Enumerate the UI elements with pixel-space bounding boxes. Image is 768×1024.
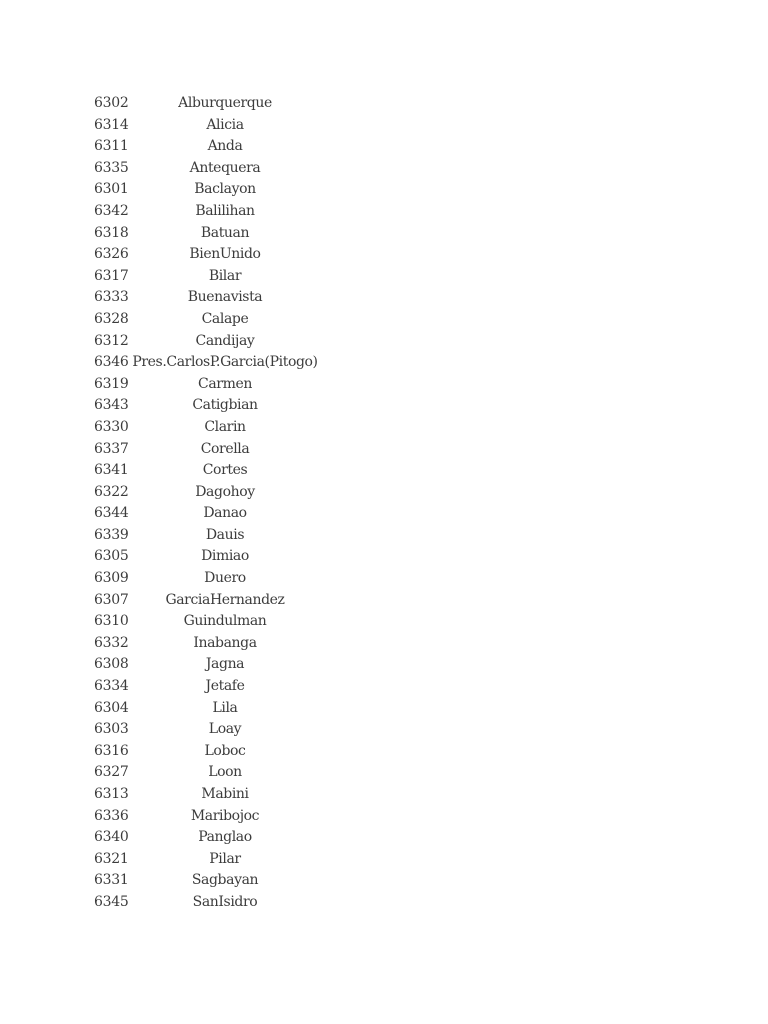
table-row xyxy=(94,223,334,245)
municipality-name: SanIsidro xyxy=(192,893,258,910)
zip-code: 6345 xyxy=(94,893,129,910)
municipality-name: Inabanga xyxy=(193,634,257,651)
table-row xyxy=(94,676,334,698)
municipality-name: Dimiao xyxy=(201,548,249,565)
municipality-name: Calape xyxy=(201,310,249,327)
zip-code: 6333 xyxy=(94,289,129,306)
municipality-name: Candijay xyxy=(195,332,255,349)
table-row xyxy=(94,719,334,741)
zip-code: 6313 xyxy=(94,786,129,802)
table-row xyxy=(94,654,334,676)
municipality-name: Duero xyxy=(204,570,246,587)
municipality-name: BienUnido xyxy=(189,246,261,263)
municipality-name: Cortes xyxy=(202,462,248,479)
municipality-name: Maribojoc xyxy=(190,807,260,824)
table-row xyxy=(94,287,334,309)
zip-code: 6322 xyxy=(94,483,129,500)
table-row xyxy=(94,266,334,288)
municipality-name: Pres.CarlosP.Garcia(Pitogo) xyxy=(132,354,318,371)
table-row xyxy=(94,201,334,223)
zip-code: 6344 xyxy=(94,505,129,522)
zip-code: 6305 xyxy=(94,548,129,565)
table-row xyxy=(94,244,334,266)
zip-code: 6318 xyxy=(94,224,129,241)
zip-code: 6339 xyxy=(94,526,129,543)
municipality-name: Alburquerque xyxy=(178,95,272,111)
zip-code: 6327 xyxy=(94,764,129,781)
zip-code: 6301 xyxy=(94,181,129,198)
zip-code: 6304 xyxy=(94,699,129,716)
municipality-name: Buenavista xyxy=(187,289,263,306)
table-row xyxy=(94,352,334,374)
municipality-name: Danao xyxy=(203,505,247,522)
zip-code: 6346 xyxy=(94,354,129,371)
table-row xyxy=(94,331,334,353)
zip-code: 6303 xyxy=(94,721,129,738)
municipality-name: Corella xyxy=(200,440,250,457)
table-row xyxy=(94,503,334,525)
zip-code: 6316 xyxy=(94,742,129,759)
table-row xyxy=(94,849,334,871)
table-row xyxy=(94,741,334,763)
municipality-name: Antequera xyxy=(189,159,261,176)
municipality-name: Clarin xyxy=(204,418,246,435)
municipality-name: Bilar xyxy=(208,267,242,284)
municipality-name: Alicia xyxy=(206,116,244,133)
zip-code: 6317 xyxy=(94,267,129,284)
zip-code: 6309 xyxy=(94,570,129,587)
municipality-name: GarciaHernandez xyxy=(165,591,285,608)
municipality-name: Batuan xyxy=(200,224,250,241)
municipality-name: Loon xyxy=(208,764,242,781)
municipality-name: Guindulman xyxy=(183,613,267,630)
municipality-name: Balilihan xyxy=(195,202,255,219)
table-row xyxy=(94,827,334,849)
zip-code: 6312 xyxy=(94,332,129,349)
zip-code: 6314 xyxy=(94,116,129,133)
zip-code: 6335 xyxy=(94,159,129,176)
table-row xyxy=(94,374,334,396)
zip-code: 6343 xyxy=(94,397,129,414)
table-row xyxy=(94,115,334,137)
municipality-name: Jetafe xyxy=(205,678,245,695)
table-row xyxy=(94,590,334,612)
table-row xyxy=(94,417,334,439)
zip-code: 6307 xyxy=(94,591,129,608)
table-row xyxy=(94,460,334,482)
zip-code-table xyxy=(94,93,334,914)
table-row xyxy=(94,762,334,784)
zip-code: 6330 xyxy=(94,418,129,435)
municipality-name: Sagbayan xyxy=(191,872,259,889)
municipality-name: Catigbian xyxy=(192,397,258,414)
zip-code: 6340 xyxy=(94,829,129,846)
table-row xyxy=(94,136,334,158)
zip-code: 6332 xyxy=(94,634,129,651)
municipality-name: Lila xyxy=(212,699,238,716)
table-row xyxy=(94,633,334,655)
zip-code: 6321 xyxy=(94,850,129,867)
zip-code: 6326 xyxy=(94,246,129,263)
table-row xyxy=(94,546,334,568)
zip-code: 6341 xyxy=(94,462,129,479)
table-row xyxy=(94,698,334,720)
table-row xyxy=(94,892,334,914)
table-row xyxy=(94,784,334,806)
table-row xyxy=(94,870,334,892)
municipality-name: Jagna xyxy=(205,656,245,673)
zip-code: 6319 xyxy=(94,375,129,392)
zip-code: 6311 xyxy=(94,138,129,155)
municipality-name: Anda xyxy=(207,138,243,155)
table-row xyxy=(94,525,334,547)
zip-code: 6337 xyxy=(94,440,129,457)
table-row xyxy=(94,395,334,417)
table-row xyxy=(94,309,334,331)
zip-code: 6342 xyxy=(94,202,129,219)
zip-code: 6336 xyxy=(94,807,129,824)
municipality-name: Mabini xyxy=(201,786,249,802)
municipality-name: Dauis xyxy=(205,526,245,543)
zip-code: 6328 xyxy=(94,310,129,327)
table-row xyxy=(94,482,334,504)
zip-code: 6302 xyxy=(94,95,129,111)
zip-code: 6331 xyxy=(94,872,129,889)
municipality-name: Loay xyxy=(208,721,242,738)
municipality-name: Baclayon xyxy=(194,181,256,198)
zip-code: 6310 xyxy=(94,613,129,630)
municipality-name: Loboc xyxy=(204,742,246,759)
municipality-name: Carmen xyxy=(198,375,252,392)
zip-code: 6334 xyxy=(94,678,129,695)
table-row xyxy=(94,568,334,590)
zip-code: 6308 xyxy=(94,656,129,673)
municipality-name: Dagohoy xyxy=(195,483,255,500)
table-row xyxy=(94,806,334,828)
table-row xyxy=(94,179,334,201)
table-row xyxy=(94,611,334,633)
municipality-name: Panglao xyxy=(198,829,252,846)
table-row xyxy=(94,158,334,180)
table-row xyxy=(94,439,334,461)
municipality-name: Pilar xyxy=(209,850,241,867)
table-row xyxy=(94,93,334,115)
